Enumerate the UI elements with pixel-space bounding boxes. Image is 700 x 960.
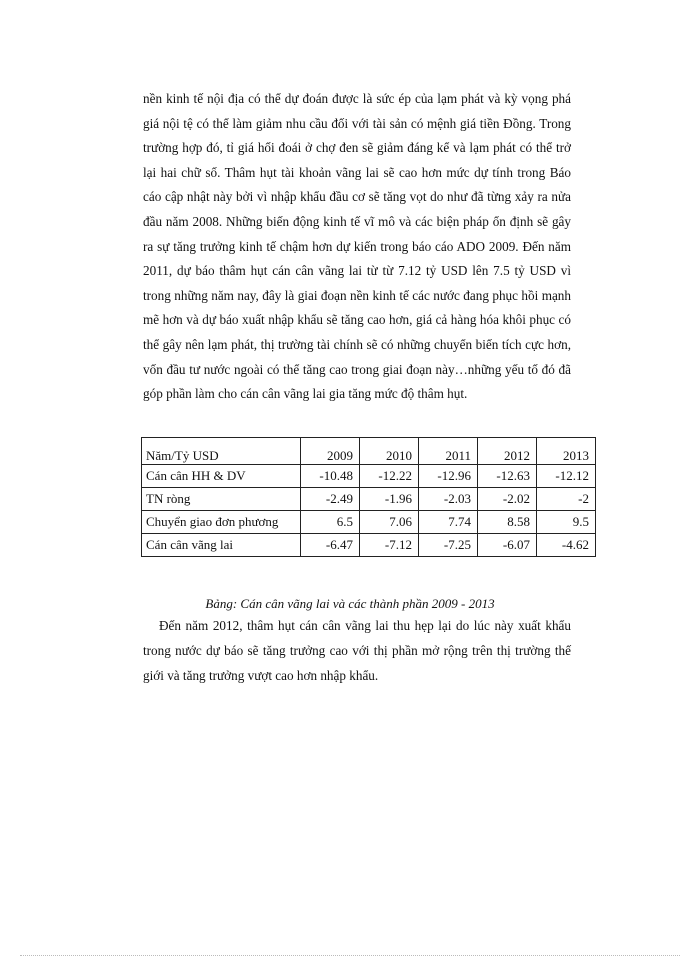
- body-paragraph-1: nền kinh tế nội địa có thể dự đoán được là sức ép của lạm phát và kỳ vọng phá giá nội tệ có thể làm giảm nhu cầu đối với tài sản có mệnh giá tiền Đồng. Trong trường hợp đó, tỉ giá hối đoái ở chợ đen sẽ giảm đáng kể và lạm phát có thể trở lại hai chữ số. Thâm hụt tài khoản vãng lai sẽ cao hơn mức dự tính trong Báo cáo cập nhật này bởi vì nhập khẩu đầu cơ sẽ tăng vọt do như đã từng xảy ra nửa đầu năm 2008. Những biến động kinh tế vĩ mô và các biện pháp ổn định sẽ gây ra sự tăng trưởng kinh tế chậm hơn dự kiến trong báo cáo ADO 2009. Đến năm 2011, dự báo thâm hụt cán cân vãng lai từ từ 7.12 tỷ USD lên 7.5 tỷ USD vì trong những năm nay, đây là giai đoạn nền kinh tế các nước đang phục hồi mạnh mẽ hơn và dự báo xuất nhập khẩu sẽ tăng cao hơn, giá cả hàng hóa khôi phục có thể gây nên lạm phát, thị trường tài chính sẽ có những chuyển biến tích cực hơn, vốn đầu tư nước ngoài có thể tăng cao trong giai đoạn này…những yếu tố đó đã góp phần làm cho cán cân vãng lai gia tăng mức độ thâm hụt.: [143, 91, 571, 402]
- table-cell: 7.74: [419, 511, 478, 534]
- table-header-cell: 2012: [478, 438, 537, 465]
- table-header-cell: 2011: [419, 438, 478, 465]
- table-cell: Cán cân vãng lai: [142, 534, 301, 557]
- table-row: [142, 534, 596, 557]
- table-cell: -6.07: [478, 534, 537, 557]
- table-cell: -12.22: [360, 465, 419, 488]
- table-header-cell: 2013: [537, 438, 596, 465]
- table-header-row: [142, 438, 596, 465]
- page-bottom-divider: [20, 955, 680, 956]
- table-cell: 8.58: [478, 511, 537, 534]
- table-cell: -7.12: [360, 534, 419, 557]
- table-caption: Bảng: Cán cân vãng lai và các thành phần 2009 - 2013: [205, 596, 495, 611]
- table-cell: TN ròng: [142, 488, 301, 511]
- table-cell: -2.49: [301, 488, 360, 511]
- table-cell: -6.47: [301, 534, 360, 557]
- table-cell: -7.25: [419, 534, 478, 557]
- table-cell: 6.5: [301, 511, 360, 534]
- table-header-cell: 2009: [301, 438, 360, 465]
- table-row: [142, 511, 596, 534]
- table-row: [142, 488, 596, 511]
- table-cell: -12.96: [419, 465, 478, 488]
- table-cell: 7.06: [360, 511, 419, 534]
- table-cell: Chuyển giao đơn phương: [142, 511, 301, 534]
- table-cell: -1.96: [360, 488, 419, 511]
- table-header-cell: Năm/Tỷ USD: [142, 438, 301, 465]
- table-cell: Cán cân HH & DV: [142, 465, 301, 488]
- table-cell: -2.02: [478, 488, 537, 511]
- table-cell: -4.62: [537, 534, 596, 557]
- table-cell: -12.12: [537, 465, 596, 488]
- table-cell: -10.48: [301, 465, 360, 488]
- current-account-table: [141, 437, 596, 557]
- table-cell: -2.03: [419, 488, 478, 511]
- table-row: [142, 465, 596, 488]
- body-paragraph-2: Đến năm 2012, thâm hụt cán cân vãng lai thu hẹp lại do lúc này xuất khẩu trong nước dự báo sẽ tăng trưởng cao với thị phần mở rộng trên thị trường thế giới và tăng trưởng vượt cao hơn nhập khẩu.: [143, 618, 571, 683]
- table-cell: -12.63: [478, 465, 537, 488]
- table-header-cell: 2010: [360, 438, 419, 465]
- table-cell: 9.5: [537, 511, 596, 534]
- table-cell: -2: [537, 488, 596, 511]
